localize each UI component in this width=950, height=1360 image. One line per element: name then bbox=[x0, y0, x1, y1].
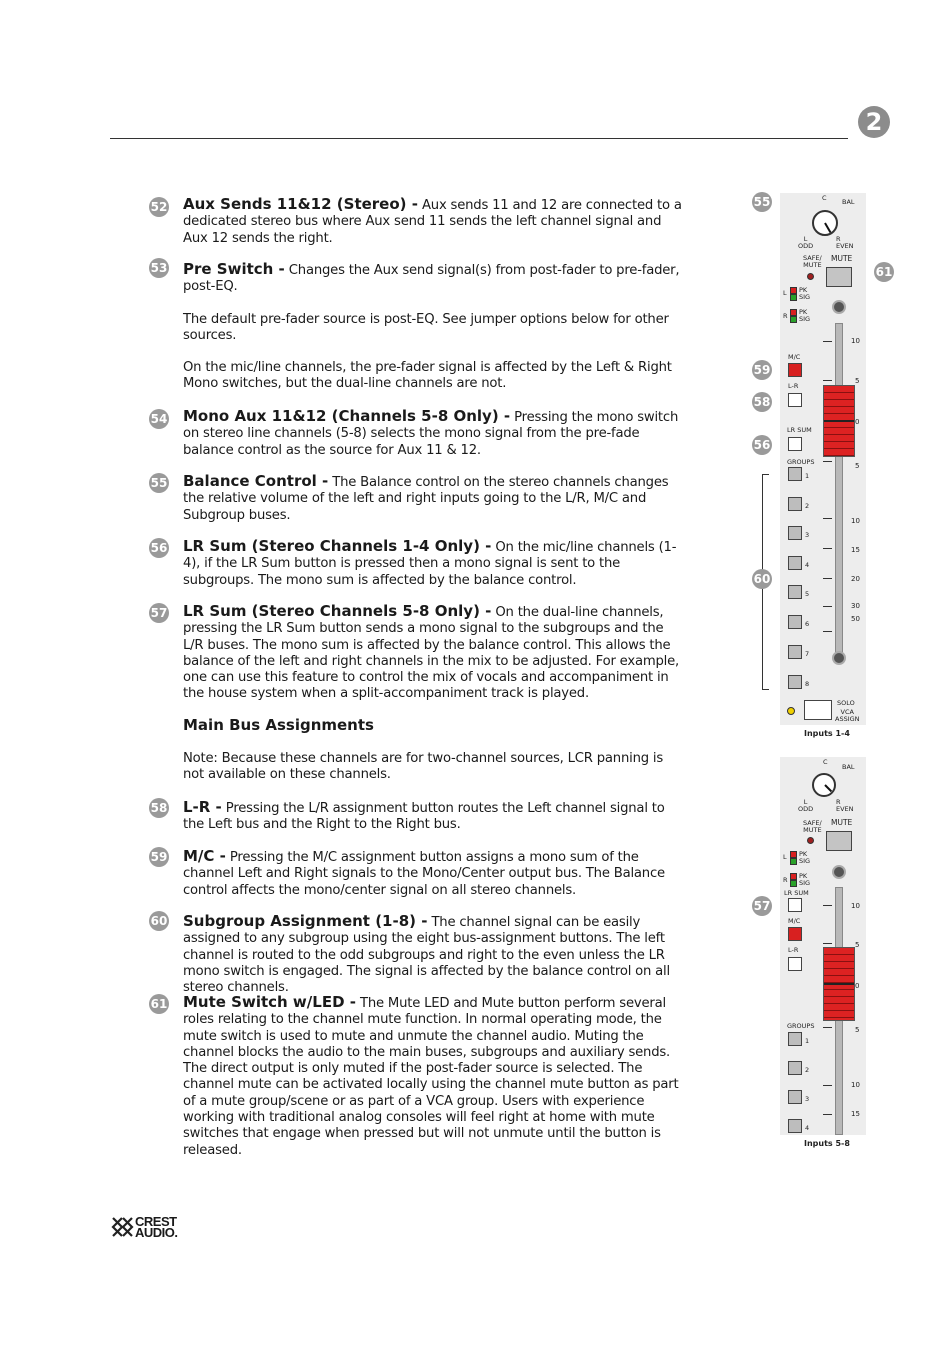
group-button-2[interactable] bbox=[788, 1061, 802, 1075]
mc-label: M/C bbox=[788, 917, 801, 925]
item-number: 57 bbox=[149, 603, 169, 623]
item-title: Pre Switch - bbox=[183, 260, 285, 278]
fader-cap[interactable] bbox=[823, 385, 855, 457]
scale-tick bbox=[823, 548, 832, 549]
scale-tick bbox=[823, 1085, 832, 1086]
scale-tick bbox=[823, 943, 832, 944]
item-number: 59 bbox=[149, 847, 169, 867]
pk-sig-label: PK SIG bbox=[799, 308, 811, 323]
group-button-3[interactable] bbox=[788, 526, 802, 540]
balance-knob[interactable] bbox=[812, 773, 836, 797]
scale-tick bbox=[823, 461, 832, 462]
scale-label: 10 bbox=[851, 337, 860, 345]
peak-led bbox=[790, 851, 797, 858]
scale-tick bbox=[823, 1027, 832, 1028]
scale-tick bbox=[823, 380, 832, 381]
knob-center-label: C bbox=[823, 758, 828, 766]
group-button-4[interactable] bbox=[788, 556, 802, 570]
scale-label: 5 bbox=[855, 941, 860, 949]
item-body: On the dual-line channels, pressing the LR Sum button sends a mono signal to the subgroups and the L/R buses. The mono sum is affected by the balance control. This allows the balance of the left and right channels in the mix to be adjusted. For example, one can use this feature to control the mix of vocals and accompaniment in the house system when a split-accompaniment track is played. bbox=[183, 605, 680, 702]
signal-led bbox=[790, 294, 797, 301]
group-button-1[interactable] bbox=[788, 1032, 802, 1046]
knob-center-label: C bbox=[822, 194, 827, 202]
scale-label: 5 bbox=[855, 462, 860, 470]
lr-label: L-R bbox=[788, 946, 799, 954]
item-body: Aux sends 11 and 12 are connected to a dedicated stereo bus where Aux send 11 sends the left channel signal and Aux 12 sends the right. bbox=[183, 198, 682, 246]
group-button-7[interactable] bbox=[788, 645, 802, 659]
scale-label: 5 bbox=[855, 377, 860, 385]
peak-led bbox=[790, 287, 797, 294]
safe-mute-label: SAFE/ MUTE bbox=[803, 819, 822, 834]
group-num: 7 bbox=[805, 650, 810, 658]
mute-label: MUTE bbox=[831, 254, 853, 263]
group-num: 5 bbox=[805, 590, 810, 598]
item-paragraph: The default pre-fader source is post-EQ. See jumper options below for other sources. bbox=[183, 311, 669, 343]
fader-track bbox=[835, 323, 843, 653]
solo-vca-button[interactable] bbox=[804, 700, 832, 720]
mc-label: M/C bbox=[788, 353, 801, 361]
group-button-5[interactable] bbox=[788, 585, 802, 599]
strip-caption: Inputs 5-8 bbox=[804, 1139, 850, 1148]
group-num: 1 bbox=[805, 1037, 810, 1045]
section-title: Main Bus Assignments bbox=[183, 716, 374, 734]
channel-strip-inputs-1-4 bbox=[780, 193, 866, 725]
knob-left-label: L ODD bbox=[798, 235, 814, 250]
lr-sum-button[interactable] bbox=[788, 437, 802, 451]
item-title: Aux Sends 11&12 (Stereo) - bbox=[183, 195, 418, 213]
pk-sig-label: PK SIG bbox=[799, 850, 811, 865]
group-num: 3 bbox=[805, 531, 810, 539]
item-body: Pressing the L/R assignment button routes the Left channel signal to the Left bus and the Right to the Right bus. bbox=[183, 801, 665, 833]
scale-label: 10 bbox=[851, 1081, 860, 1089]
list-item bbox=[183, 196, 683, 247]
peak-led bbox=[790, 309, 797, 316]
led-l-label: L bbox=[783, 853, 787, 861]
item-body: The Balance control on the stereo channels changes the relative volume of the left and right inputs going to the L/R, M/C and Subgroup buses. bbox=[183, 475, 669, 523]
mute-led bbox=[807, 273, 814, 280]
mute-label: MUTE bbox=[831, 818, 853, 827]
scale-label: 10 bbox=[851, 902, 860, 910]
scale-label: 20 bbox=[851, 575, 860, 583]
scale-label: 50 bbox=[851, 615, 860, 623]
led-r-label: R bbox=[783, 876, 788, 884]
lr-sum-label: LR SUM bbox=[784, 889, 809, 897]
pk-sig-label: PK SIG bbox=[799, 872, 811, 887]
header-rule bbox=[110, 138, 848, 139]
item-title: Mono Aux 11&12 (Channels 5-8 Only) - bbox=[183, 407, 511, 425]
item-title: LR Sum (Stereo Channels 5-8 Only) - bbox=[183, 602, 492, 620]
list-item bbox=[183, 603, 683, 703]
callout-60: 60 bbox=[752, 569, 772, 589]
callout-59: 59 bbox=[752, 360, 772, 380]
chapter-badge: 2 bbox=[858, 106, 890, 138]
list-item bbox=[183, 538, 683, 589]
screw-icon bbox=[832, 300, 846, 314]
group-button-8[interactable] bbox=[788, 675, 802, 689]
vca-assign-label: VCA ASSIGN bbox=[835, 708, 860, 723]
list-item bbox=[183, 799, 683, 834]
item-number: 55 bbox=[149, 473, 169, 493]
solo-label: SOLO bbox=[837, 699, 855, 707]
scale-label: 15 bbox=[851, 546, 860, 554]
group-num: 4 bbox=[805, 561, 810, 569]
mc-assign-button[interactable] bbox=[788, 927, 802, 941]
item-number: 61 bbox=[149, 994, 169, 1014]
balance-label: BAL bbox=[842, 198, 855, 206]
list-item bbox=[183, 913, 683, 996]
item-number: 56 bbox=[149, 538, 169, 558]
item-body: Pressing the M/C assignment button assigns a mono sum of the channel Left and Right signals to the Mono/Center output bus. The Balance control affects the mono/center signal on all stereo channels. bbox=[183, 850, 665, 898]
item-title: Mute Switch w/LED - bbox=[183, 993, 356, 1011]
logo-mark-icon bbox=[111, 1216, 135, 1238]
group-button-1[interactable] bbox=[788, 467, 802, 481]
logo-line-1: CREST bbox=[135, 1214, 177, 1229]
peak-led bbox=[790, 873, 797, 880]
mute-led bbox=[807, 837, 814, 844]
item-title: M/C - bbox=[183, 847, 226, 865]
lr-assign-button[interactable] bbox=[788, 393, 802, 407]
pk-sig-label: PK SIG bbox=[799, 286, 811, 301]
callout-58: 58 bbox=[752, 392, 772, 412]
scale-tick bbox=[823, 518, 832, 519]
group-num: 6 bbox=[805, 620, 810, 628]
callout-55: 55 bbox=[752, 192, 772, 212]
item-number: 60 bbox=[149, 911, 169, 931]
signal-led bbox=[790, 858, 797, 865]
list-item bbox=[183, 408, 683, 459]
scale-label: 15 bbox=[851, 1110, 860, 1118]
item-number: 54 bbox=[149, 409, 169, 429]
lr-sum-label: LR SUM bbox=[787, 426, 812, 434]
balance-label: BAL bbox=[842, 763, 855, 771]
led-l-label: L bbox=[783, 289, 787, 297]
item-title: Balance Control - bbox=[183, 472, 329, 490]
group-num: 2 bbox=[805, 502, 810, 510]
lr-sum-button[interactable] bbox=[788, 898, 802, 912]
group-num: 8 bbox=[805, 680, 810, 688]
mc-assign-button[interactable] bbox=[788, 363, 802, 377]
item-body: Changes the Aux send signal(s) from post-fader to pre-fader, post-EQ. bbox=[183, 263, 680, 295]
scale-tick bbox=[823, 905, 832, 906]
signal-led bbox=[790, 880, 797, 887]
list-item bbox=[183, 261, 683, 393]
group-button-3[interactable] bbox=[788, 1090, 802, 1104]
balance-knob[interactable] bbox=[812, 210, 838, 236]
logo-line-2: AUDIO. bbox=[135, 1225, 178, 1240]
solo-led bbox=[787, 707, 795, 715]
list-item bbox=[183, 848, 683, 899]
scale-tick bbox=[823, 1114, 832, 1115]
scale-label: 10 bbox=[851, 517, 860, 525]
knob-left-label: L ODD bbox=[798, 798, 814, 813]
list-item bbox=[183, 994, 683, 1159]
group-num: 1 bbox=[805, 472, 810, 480]
scale-label: 30 bbox=[851, 602, 860, 610]
scale-tick bbox=[823, 578, 832, 579]
item-number: 52 bbox=[149, 197, 169, 217]
group-button-6[interactable] bbox=[788, 615, 802, 629]
fader-cap[interactable] bbox=[823, 947, 855, 1021]
groups-label: GROUPS bbox=[787, 458, 815, 466]
scale-tick bbox=[823, 341, 832, 342]
callout-61: 61 bbox=[874, 262, 894, 282]
group-button-2[interactable] bbox=[788, 497, 802, 511]
scale-tick bbox=[823, 606, 832, 607]
section-note: Note: Because these channels are for two-channel sources, LCR panning is not available on these channels. bbox=[183, 751, 664, 783]
item-title: LR Sum (Stereo Channels 1-4 Only) - bbox=[183, 537, 492, 555]
scale-label: 5 bbox=[855, 1026, 860, 1034]
list-item bbox=[183, 473, 683, 524]
group-button-4[interactable] bbox=[788, 1119, 802, 1133]
signal-led bbox=[790, 316, 797, 323]
groups-label: GROUPS bbox=[787, 1022, 815, 1030]
item-number: 58 bbox=[149, 798, 169, 818]
item-number: 53 bbox=[149, 258, 169, 278]
group-num: 4 bbox=[805, 1124, 810, 1132]
group-num: 3 bbox=[805, 1095, 810, 1103]
mute-button[interactable] bbox=[826, 267, 852, 287]
knob-right-label: R EVEN bbox=[836, 235, 854, 250]
scale-tick bbox=[823, 631, 832, 632]
item-paragraph: On the mic/line channels, the pre-fader signal is affected by the Left & Right Mono switches, but the dual-line channels are not. bbox=[183, 360, 672, 392]
item-body: The Mute LED and Mute button perform several roles relating to the channel mute function. In normal operating mode, the mute switch is used to mute and unmute the channel audio. Muting the channel blocks the audio to the main buses, subgroups and auxiliary sends. The direct output is only muted if the post-fader source is selected. The channel mute can be activated locally using the channel mute button as part of a mute group/scene or as part of a VCA group. Users with experience working with traditional analog consoles will feel right at home with mute switches that engage when pressed but will not unmute until the button is released. bbox=[183, 996, 679, 1158]
mute-button[interactable] bbox=[826, 831, 852, 851]
knob-right-label: R EVEN bbox=[836, 798, 854, 813]
item-body: Pressing the mono switch on stereo line channels (5-8) selects the mono signal from the pre-fade balance control as the source for Aux 11 & 12. bbox=[183, 410, 679, 458]
item-title: L-R - bbox=[183, 798, 222, 816]
screw-icon bbox=[832, 865, 846, 879]
callout-57: 57 bbox=[752, 896, 772, 916]
item-title: Subgroup Assignment (1-8) - bbox=[183, 912, 428, 930]
screw-icon bbox=[832, 651, 846, 665]
strip-caption: Inputs 1-4 bbox=[804, 729, 850, 738]
group-num: 2 bbox=[805, 1066, 810, 1074]
scale-label: 0 bbox=[855, 982, 860, 990]
callout-56: 56 bbox=[752, 435, 772, 455]
channel-strip-inputs-5-8 bbox=[780, 757, 866, 1135]
led-r-label: R bbox=[783, 312, 788, 320]
safe-mute-label: SAFE/ MUTE bbox=[803, 254, 822, 269]
lr-label: L-R bbox=[788, 382, 799, 390]
scale-label: 0 bbox=[855, 418, 860, 426]
lr-assign-button[interactable] bbox=[788, 957, 802, 971]
item-body: The channel signal can be easily assigned to any subgroup using the eight bus-assignment buttons. The left channel is routed to the odd subgroups and right to the even unless the LR mono switch is engaged. The signal is affected by the balance control on all stereo channels. bbox=[183, 915, 670, 996]
item-body: On the mic/line channels (1-4), if the LR Sum button is pressed then a mono signal is sent to the subgroups. The mono sum is affected by the balance control. bbox=[183, 540, 677, 588]
